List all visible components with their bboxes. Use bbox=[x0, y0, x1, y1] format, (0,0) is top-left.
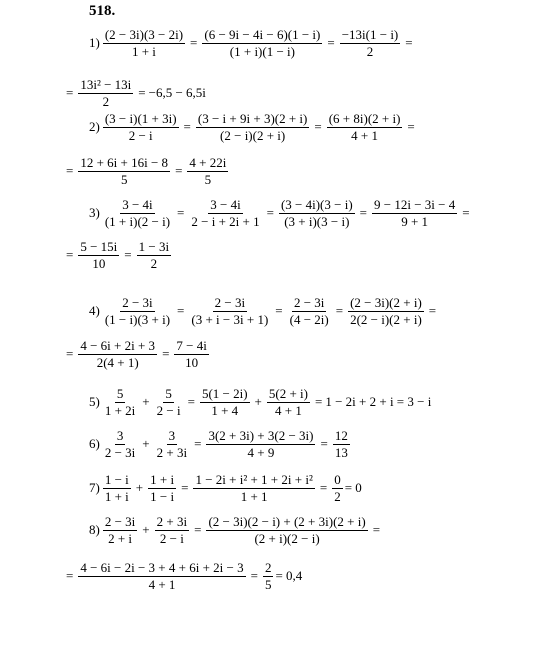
numerator: 3 bbox=[116, 427, 124, 443]
denominator: 9 + 1 bbox=[401, 213, 429, 229]
fraction bbox=[78, 78, 133, 109]
exercise-number: 518. bbox=[89, 3, 116, 19]
numerator: 5(1 − 2i) bbox=[201, 385, 248, 401]
operator: = bbox=[250, 568, 258, 583]
numerator: (3 − i)(1 + 3i) bbox=[104, 110, 177, 126]
expression-text: = 0,4 bbox=[275, 568, 303, 583]
fraction bbox=[333, 429, 350, 460]
numerator: 3 − 4i bbox=[122, 196, 153, 212]
denominator: 1 − i bbox=[150, 488, 175, 504]
operator: = bbox=[66, 163, 74, 178]
fraction bbox=[288, 296, 331, 327]
operator: + bbox=[254, 394, 262, 409]
fraction bbox=[340, 28, 401, 59]
row-8 bbox=[63, 334, 211, 374]
row-9 bbox=[89, 382, 431, 422]
operator: = bbox=[138, 85, 146, 100]
numerator: (6 − 9i − 4i − 6)(1 − i) bbox=[204, 26, 321, 42]
operator: = bbox=[407, 119, 415, 134]
denominator: 2 bbox=[150, 255, 158, 271]
fraction bbox=[155, 387, 183, 418]
item-label: 3) bbox=[89, 205, 100, 220]
denominator: 2 bbox=[334, 488, 341, 504]
numerator: 2 − 3i bbox=[104, 513, 136, 529]
operator: = bbox=[320, 436, 328, 451]
operator: = bbox=[405, 35, 413, 50]
item-label: 5) bbox=[89, 394, 100, 409]
denominator: 1 + i bbox=[104, 488, 129, 504]
row-4 bbox=[63, 151, 230, 191]
operator: = bbox=[177, 303, 185, 318]
fraction bbox=[372, 198, 457, 229]
denominator: 2 − i bbox=[156, 402, 181, 418]
expression-text: = 0 bbox=[344, 480, 362, 495]
operator: = bbox=[177, 205, 185, 220]
row-12 bbox=[89, 510, 383, 550]
row-10 bbox=[89, 424, 352, 464]
fraction bbox=[78, 240, 119, 271]
operator: = bbox=[314, 119, 322, 134]
denominator: (2 + i)(2 − i) bbox=[254, 530, 320, 546]
operator: = bbox=[428, 303, 437, 318]
operator: = bbox=[187, 394, 195, 409]
denominator: 2 + i bbox=[108, 530, 133, 546]
operator: = bbox=[66, 85, 74, 100]
numerator: (3 − 4i)(3 − i) bbox=[280, 196, 353, 212]
fraction bbox=[332, 473, 343, 504]
operator: = bbox=[190, 35, 198, 50]
operator: + bbox=[135, 480, 144, 495]
row-13 bbox=[63, 556, 302, 596]
operator: = bbox=[275, 303, 283, 318]
denominator: (1 + i)(2 − i) bbox=[104, 213, 171, 229]
denominator: (2 − i)(2 + i) bbox=[220, 127, 286, 143]
denominator: (3 + i − 3i + 1) bbox=[191, 311, 269, 327]
row-3 bbox=[89, 107, 418, 147]
fraction bbox=[137, 240, 171, 271]
denominator: 4 + 9 bbox=[247, 444, 275, 460]
fraction bbox=[103, 429, 137, 460]
operator: = bbox=[319, 480, 328, 495]
numerator: (2 − 3i)(2 + i) bbox=[350, 294, 422, 310]
numerator: 2 bbox=[264, 559, 272, 575]
operator: = bbox=[66, 568, 74, 583]
fraction bbox=[103, 473, 131, 504]
denominator: 1 + i bbox=[131, 43, 156, 59]
denominator: 10 bbox=[185, 354, 199, 370]
fraction bbox=[78, 339, 157, 370]
fraction bbox=[196, 112, 309, 143]
numerator: 12 + 6i + 16i − 8 bbox=[80, 154, 169, 170]
fraction bbox=[279, 198, 355, 229]
operator: = bbox=[66, 247, 74, 262]
fraction bbox=[103, 198, 172, 229]
item-label: 7) bbox=[89, 480, 100, 495]
fraction bbox=[103, 112, 179, 143]
numerator: (2 − 3i)(2 − i) + (2 + 3i)(2 + i) bbox=[208, 513, 366, 529]
numerator: 2 − 3i bbox=[214, 294, 246, 310]
denominator: 10 bbox=[92, 255, 106, 271]
operator: = bbox=[266, 205, 274, 220]
numerator: (3 − i + 9i + 3)(2 + i) bbox=[197, 110, 308, 126]
numerator: 1 − 2i + i² + 1 + 2i + i² bbox=[195, 471, 313, 487]
fraction bbox=[103, 296, 172, 327]
denominator: 4 + 1 bbox=[148, 576, 176, 592]
numerator: 13i² − 13i bbox=[80, 76, 132, 92]
numerator: (6 + 8i)(2 + i) bbox=[328, 110, 401, 126]
fraction bbox=[155, 515, 189, 546]
numerator: 3 − 4i bbox=[210, 196, 241, 212]
operator: = bbox=[181, 480, 189, 495]
denominator: 2 bbox=[366, 43, 374, 59]
numerator: 1 − i bbox=[104, 471, 129, 487]
denominator: 2 + 3i bbox=[156, 444, 188, 460]
denominator: 2 bbox=[102, 93, 110, 109]
numerator: 5 bbox=[165, 385, 172, 401]
fraction bbox=[155, 429, 189, 460]
item-label: 1) bbox=[89, 35, 100, 50]
fraction bbox=[206, 429, 315, 460]
fraction bbox=[267, 387, 310, 418]
row-5 bbox=[89, 193, 473, 233]
numerator: 2 + 3i bbox=[156, 513, 188, 529]
operator: = bbox=[175, 163, 183, 178]
row-6 bbox=[63, 235, 173, 275]
row-7 bbox=[89, 291, 439, 331]
expression-text: −6,5 − 6,5i bbox=[148, 85, 206, 100]
denominator: 4 + 1 bbox=[351, 127, 378, 143]
fraction bbox=[200, 387, 250, 418]
denominator: (4 − 2i) bbox=[289, 311, 329, 327]
denominator: 13 bbox=[334, 444, 348, 460]
fraction bbox=[174, 339, 208, 370]
numerator: 2 − 3i bbox=[122, 294, 153, 310]
numerator: 4 − 6i − 2i − 3 + 4 + 6i + 2i − 3 bbox=[80, 559, 244, 575]
item-label: 2) bbox=[89, 119, 100, 134]
fraction bbox=[78, 561, 245, 592]
numerator: 2 − 3i bbox=[293, 294, 325, 310]
item-label: 6) bbox=[89, 436, 100, 451]
row-11 bbox=[89, 468, 362, 508]
denominator: 1 + 4 bbox=[211, 402, 239, 418]
operator: = bbox=[66, 346, 74, 361]
numerator: 3 bbox=[168, 427, 176, 443]
denominator: 5 bbox=[264, 576, 272, 592]
fraction bbox=[206, 515, 367, 546]
denominator: 2 − i bbox=[128, 127, 153, 143]
denominator: 1 + 2i bbox=[104, 402, 136, 418]
numerator: 1 + i bbox=[150, 471, 175, 487]
denominator: 2 − i bbox=[159, 530, 184, 546]
fraction bbox=[103, 28, 185, 59]
operator: = bbox=[359, 205, 367, 220]
denominator: 4 + 1 bbox=[275, 402, 302, 418]
denominator: (1 − i)(3 + i) bbox=[104, 311, 171, 327]
numerator: 5(2 + i) bbox=[268, 385, 308, 401]
denominator: 5 bbox=[120, 171, 128, 187]
denominator: (3 + i)(3 − i) bbox=[284, 213, 350, 229]
fraction bbox=[327, 112, 403, 143]
numerator: 5 bbox=[116, 385, 124, 401]
numerator: 4 + 22i bbox=[189, 154, 227, 170]
fraction bbox=[348, 296, 424, 327]
operator: = bbox=[194, 522, 202, 537]
fraction bbox=[189, 296, 270, 327]
denominator: 1 + 1 bbox=[240, 488, 268, 504]
row-1 bbox=[89, 23, 416, 63]
fraction bbox=[263, 561, 274, 592]
numerator: −13i(1 − i) bbox=[341, 26, 399, 42]
expression-text: 1 − 2i + 2 + i = 3 − i bbox=[325, 394, 432, 409]
denominator: 2(4 + 1) bbox=[96, 354, 139, 370]
operator: = bbox=[194, 436, 202, 451]
fraction bbox=[189, 198, 261, 229]
numerator: 0 bbox=[334, 471, 341, 487]
operator: + bbox=[142, 436, 150, 451]
operator: + bbox=[142, 522, 150, 537]
numerator: 9 − 12i − 3i − 4 bbox=[374, 196, 456, 212]
operator: = bbox=[335, 303, 344, 318]
item-label: 4) bbox=[89, 303, 100, 318]
fraction bbox=[187, 156, 228, 187]
denominator: (1 + i)(1 − i) bbox=[229, 43, 295, 59]
operator: = bbox=[315, 394, 323, 409]
item-label: 8) bbox=[89, 522, 100, 537]
numerator: 7 − 4i bbox=[176, 337, 207, 353]
operator: = bbox=[183, 119, 191, 134]
numerator: 3(2 + 3i) + 3(2 − 3i) bbox=[208, 427, 314, 443]
denominator: 2(2 − i)(2 + i) bbox=[350, 311, 422, 327]
fraction bbox=[148, 473, 176, 504]
numerator: 5 − 15i bbox=[80, 238, 118, 254]
fraction bbox=[78, 156, 170, 187]
operator: + bbox=[142, 394, 150, 409]
numerator: 1 − 3i bbox=[138, 238, 170, 254]
operator: = bbox=[462, 205, 470, 220]
fraction bbox=[103, 515, 137, 546]
fraction bbox=[202, 28, 322, 59]
operator: = bbox=[372, 522, 381, 537]
fraction bbox=[103, 387, 137, 418]
denominator: 2 − 3i bbox=[104, 444, 136, 460]
denominator: 5 bbox=[204, 171, 212, 187]
numerator: 12 bbox=[334, 427, 348, 443]
operator: = bbox=[327, 35, 335, 50]
operator: = bbox=[124, 247, 132, 262]
numerator: 4 − 6i + 2i + 3 bbox=[80, 337, 156, 353]
denominator: 2 − i + 2i + 1 bbox=[191, 213, 260, 229]
operator: = bbox=[162, 346, 170, 361]
fraction bbox=[193, 473, 314, 504]
numerator: (2 − 3i)(3 − 2i) bbox=[104, 26, 184, 42]
